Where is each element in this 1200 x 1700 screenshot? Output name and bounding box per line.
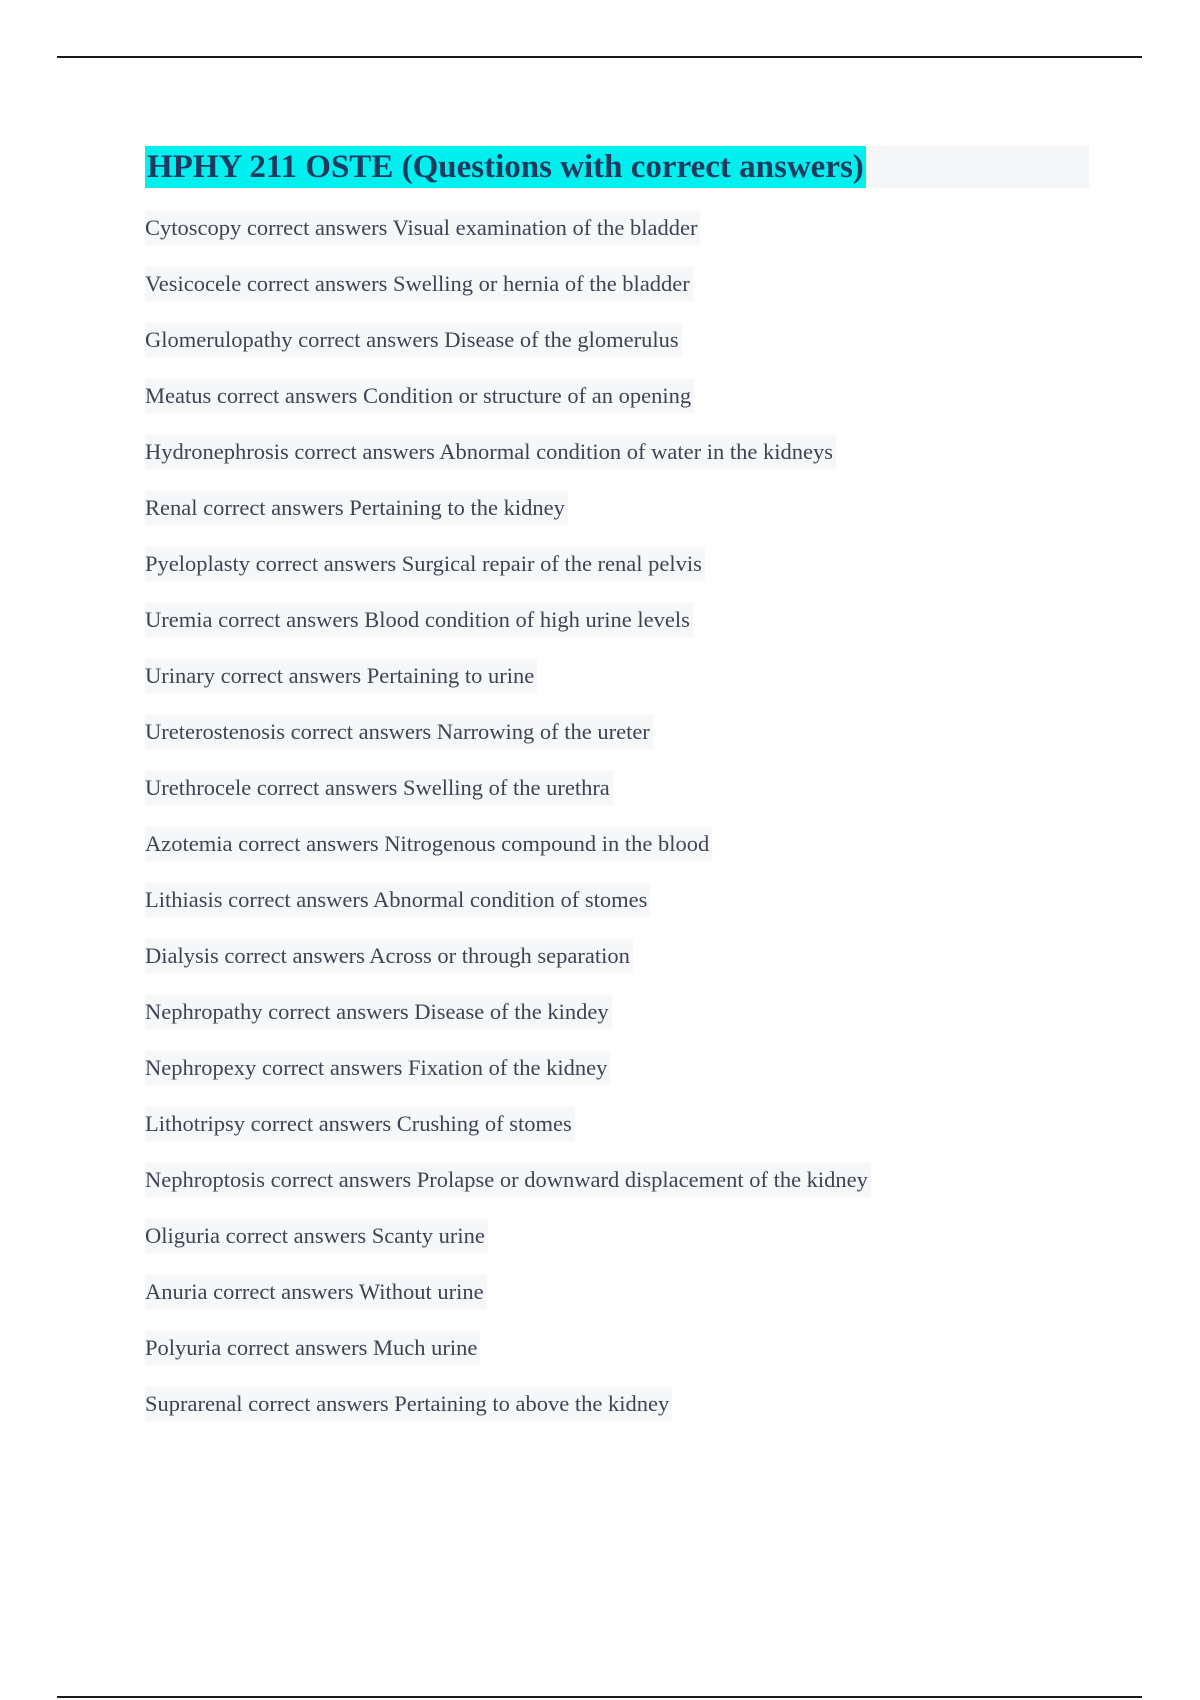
document-title: HPHY 211 OSTE (Questions with correct answers)	[145, 146, 866, 188]
list-item	[145, 435, 871, 491]
list-item	[145, 211, 871, 267]
qa-text: Uremia correct answers Blood condition of high urine levels	[145, 603, 693, 637]
qa-text: Dialysis correct answers Across or through separation	[145, 939, 633, 973]
list-item	[145, 1163, 871, 1219]
qa-text: Hydronephrosis correct answers Abnormal condition of water in the kidneys	[145, 435, 836, 469]
list-item	[145, 939, 871, 995]
qa-text: Glomerulopathy correct answers Disease of the glomerulus	[145, 323, 682, 357]
qa-text: Pyeloplasty correct answers Surgical repair of the renal pelvis	[145, 547, 705, 581]
list-item	[145, 715, 871, 771]
bottom-rule	[57, 1696, 1142, 1698]
qa-text: Ureterostenosis correct answers Narrowing of the ureter	[145, 715, 653, 749]
list-item	[145, 771, 871, 827]
qa-text: Nephropexy correct answers Fixation of the kidney	[145, 1051, 610, 1085]
list-item	[145, 267, 871, 323]
qa-text: Azotemia correct answers Nitrogenous compound in the blood	[145, 827, 712, 861]
list-item	[145, 379, 871, 435]
list-item	[145, 603, 871, 659]
top-rule	[57, 56, 1142, 58]
qa-text: Anuria correct answers Without urine	[145, 1275, 487, 1309]
list-item	[145, 1387, 871, 1443]
qa-text: Cytoscopy correct answers Visual examination of the bladder	[145, 211, 700, 245]
list-item	[145, 883, 871, 939]
list-item	[145, 827, 871, 883]
qa-text: Urinary correct answers Pertaining to urine	[145, 659, 537, 693]
list-item	[145, 1107, 871, 1163]
list-item	[145, 547, 871, 603]
list-item	[145, 1051, 871, 1107]
qa-text: Oliguria correct answers Scanty urine	[145, 1219, 488, 1253]
list-item	[145, 659, 871, 715]
list-item	[145, 995, 871, 1051]
list-item	[145, 1275, 871, 1331]
qa-text: Renal correct answers Pertaining to the kidney	[145, 491, 568, 525]
qa-text: Vesicocele correct answers Swelling or hernia of the bladder	[145, 267, 693, 301]
qa-text: Lithiasis correct answers Abnormal condition of stomes	[145, 883, 650, 917]
qa-text: Nephropathy correct answers Disease of the kindey	[145, 995, 612, 1029]
qa-text: Suprarenal correct answers Pertaining to above the kidney	[145, 1387, 672, 1421]
qa-text: Lithotripsy correct answers Crushing of stomes	[145, 1107, 575, 1141]
list-item	[145, 1219, 871, 1275]
qa-list	[145, 211, 871, 1443]
qa-text: Meatus correct answers Condition or structure of an opening	[145, 379, 694, 413]
list-item	[145, 1331, 871, 1387]
list-item	[145, 323, 871, 379]
qa-text: Urethrocele correct answers Swelling of the urethra	[145, 771, 613, 805]
qa-text: Nephroptosis correct answers Prolapse or downward displacement of the kidney	[145, 1163, 871, 1197]
list-item	[145, 491, 871, 547]
qa-text: Polyuria correct answers Much urine	[145, 1331, 480, 1365]
